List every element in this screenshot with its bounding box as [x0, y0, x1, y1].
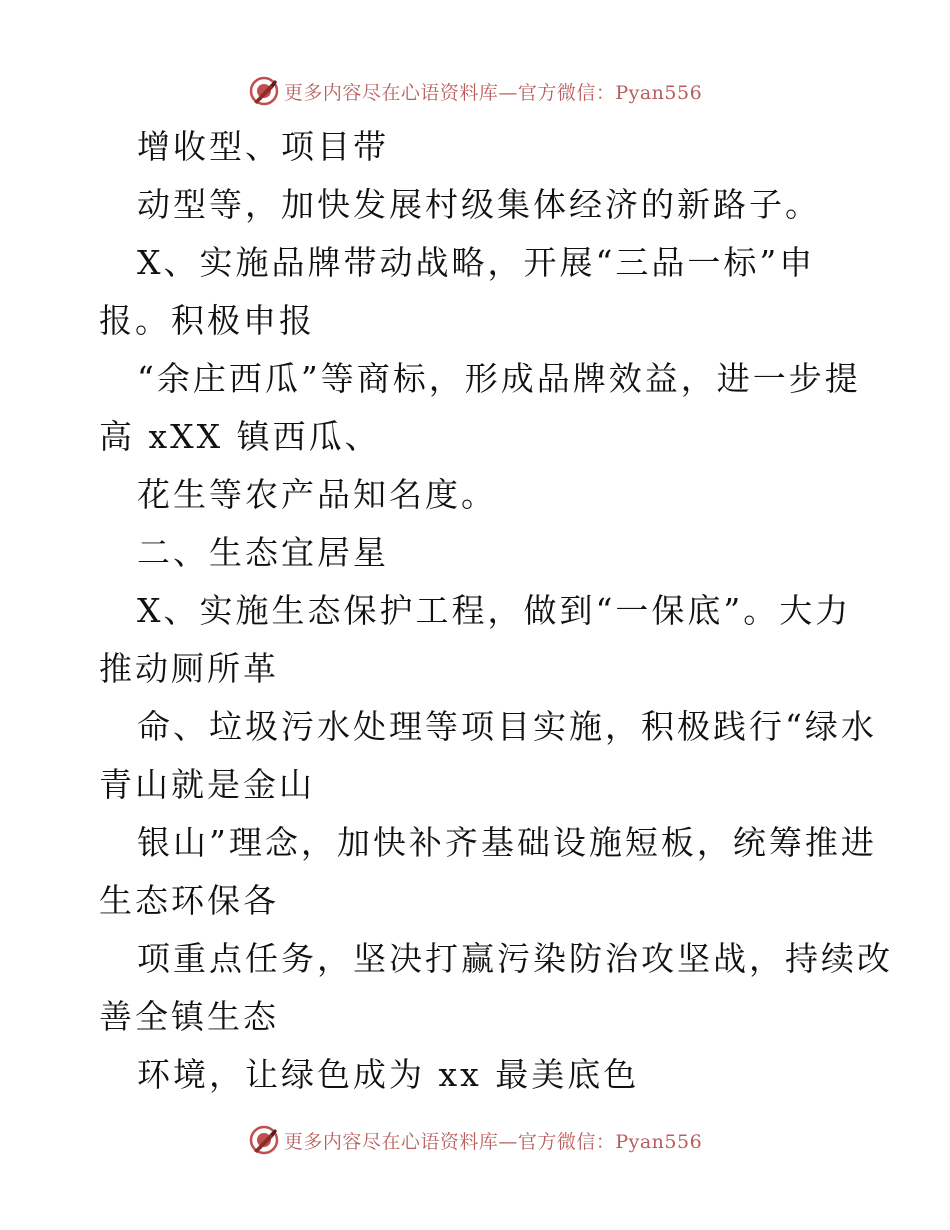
body-line: 青山就是金山: [99, 765, 315, 804]
banner-text: 更多内容尽在心语资料库—官方微信：Pyan556: [283, 1130, 703, 1153]
body-line: 动型等，加快发展村级集体经济的新路子。: [137, 185, 821, 224]
body-line: 花生等农产品知名度。: [137, 475, 497, 514]
body-line: 高 xXX 镇西瓜、: [99, 417, 381, 456]
body-line: 命、垃圾污水处理等项目实施，积极践行“绿水: [137, 707, 877, 746]
body-line: 环境，让绿色成为 xx 最美底色: [137, 1055, 640, 1094]
banner-text: 更多内容尽在心语资料库—官方微信：Pyan556: [283, 81, 703, 104]
body-line: 生态环保各: [99, 881, 279, 920]
body-line: 推动厕所革: [99, 649, 279, 688]
pen-in-circle-icon: [248, 1124, 280, 1156]
body-line: X、实施品牌带动战略，开展“三品一标”申: [137, 243, 816, 282]
body-line: “余庄西瓜”等商标，形成品牌效益，进一步提: [137, 359, 861, 398]
section-heading: 二、生态宜居星: [137, 533, 389, 572]
body-line: 项重点任务，坚决打赢污染防治攻坚战，持续改: [137, 939, 893, 978]
body-line: 银山”理念，加快补齐基础设施短板，统筹推进: [137, 823, 877, 862]
body-line: 报。积极申报: [99, 301, 315, 340]
body-line: X、实施生态保护工程，做到“一保底”。大力: [137, 591, 852, 630]
footer-banner: [0, 1123, 950, 1157]
header-banner: [0, 74, 950, 108]
body-line: 善全镇生态: [99, 997, 279, 1036]
pen-in-circle-icon: [248, 75, 280, 107]
body-line: 增收型、项目带: [137, 127, 389, 166]
